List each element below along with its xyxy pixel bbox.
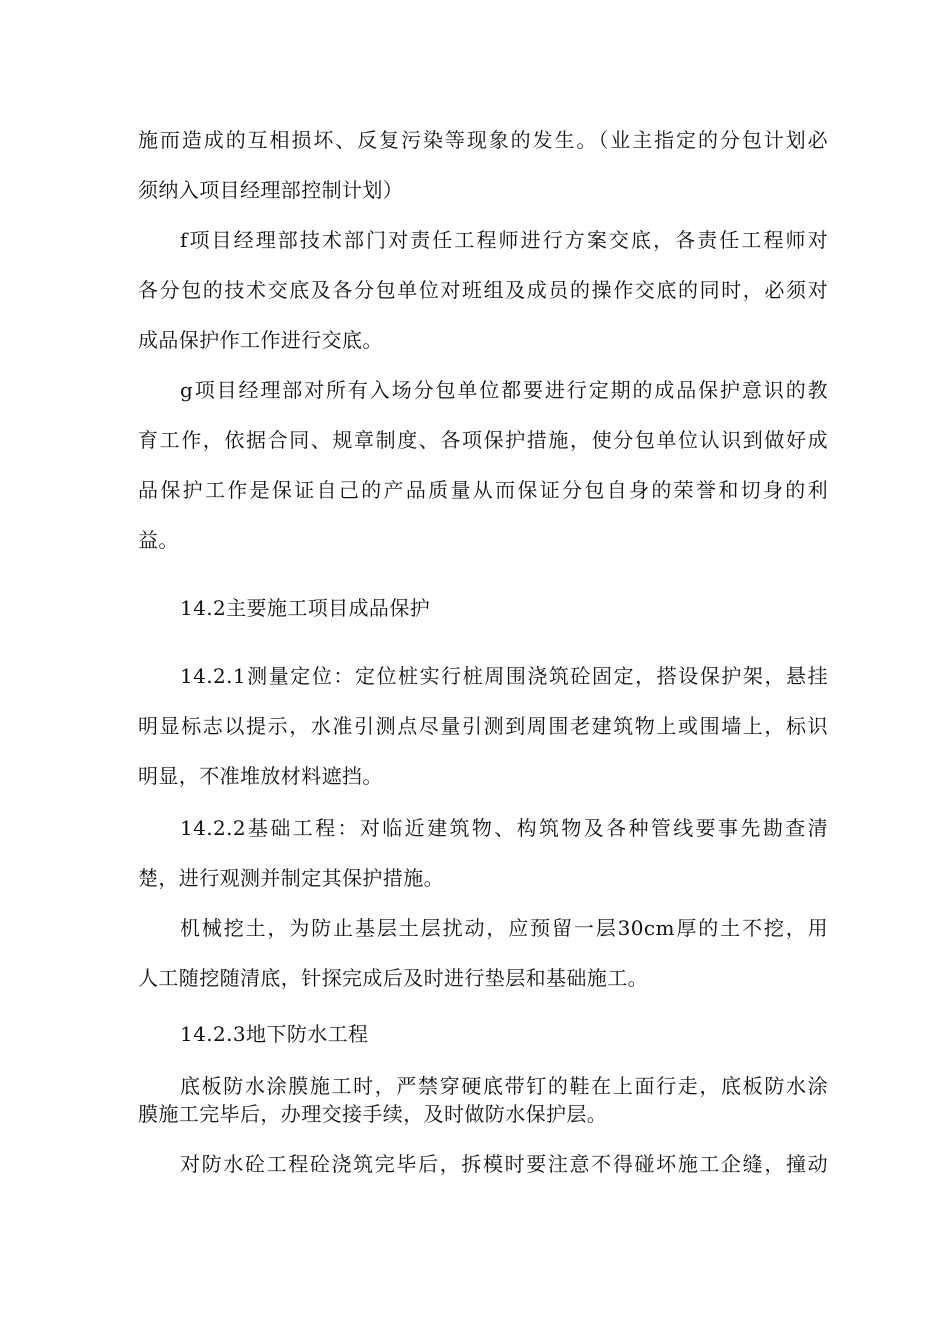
text-line: 膜施工完毕后，办理交接手续，及时做防水保护层。: [138, 1102, 608, 1126]
text-line: 人工随挖随清底，针探完成后及时进行垫层和基础施工。: [138, 966, 648, 990]
section-heading: 14.2.3地下防水工程: [180, 1022, 369, 1046]
text-line: g项目经理部对所有入场分包单位都要进行定期的成品保护意识的教: [180, 378, 828, 402]
text-line: 各分包的技术交底及各分包单位对班组及成员的操作交底的同时，必须对: [138, 278, 828, 302]
text-line: 机械挖土，为防止基层土层扰动，应预留一层30cm厚的土不挖，用: [180, 916, 828, 940]
text-line: 底板防水涂膜施工时，严禁穿硬底带钉的鞋在上面行走，底板防水涂: [180, 1074, 828, 1098]
text-line: 成品保护作工作进行交底。: [138, 328, 383, 352]
text-line: 品保护工作是保证自己的产品质量从而保证分包自身的荣誉和切身的利: [138, 478, 828, 502]
text-line: 益。: [138, 528, 179, 552]
text-line: 14.2.2基础工程：对临近建筑物、构筑物及各种管线要事先勘查清: [180, 816, 828, 840]
section-heading: 14.2主要施工项目成品保护: [180, 596, 431, 620]
text-line: 楚，进行观测并制定其保护措施。: [138, 866, 444, 890]
text-line: 对防水砼工程砼浇筑完毕后，拆模时要注意不得碰坏施工企缝，撞动: [180, 1152, 828, 1176]
text-line: 施而造成的互相损坏、反复污染等现象的发生。（业主指定的分包计划必: [138, 128, 828, 152]
text-line: 明显标志以提示，水准引测点尽量引测到周围老建筑物上或围墙上，标识: [138, 714, 828, 738]
text-line: 明显，不准堆放材料遮挡。: [138, 764, 383, 788]
text-line: 须纳入项目经理部控制计划）: [138, 178, 404, 202]
text-line: 育工作，依据合同、规章制度、各项保护措施，使分包单位认识到做好成: [138, 428, 828, 452]
text-line: 14.2.1测量定位：定位桩实行桩周围浇筑砼固定，搭设保护架，悬挂: [180, 664, 828, 688]
text-line: f项目经理部技术部门对责任工程师进行方案交底，各责任工程师对: [180, 228, 828, 252]
